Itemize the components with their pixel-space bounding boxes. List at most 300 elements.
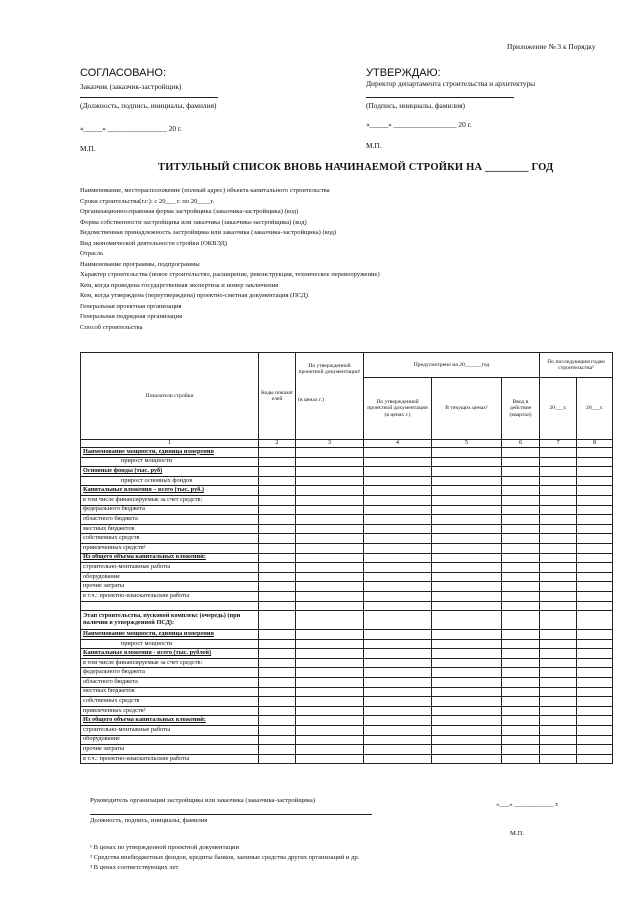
row-cell	[259, 668, 296, 678]
row-cell	[432, 716, 502, 726]
row-cell	[502, 467, 540, 477]
approve-stamp: М.П.	[366, 141, 382, 150]
row-cell	[364, 467, 432, 477]
row-label: собственных средств	[81, 697, 259, 707]
row-cell	[432, 630, 502, 640]
row-cell	[296, 649, 364, 659]
agreed-date: «_____» ________________ 20 г.	[80, 124, 182, 133]
row-cell	[432, 476, 502, 486]
info-line: Организационно-правовая форма застройщика (заказчика-застройщика) (код)	[80, 208, 299, 215]
row-cell	[364, 448, 432, 458]
row-cell	[577, 591, 613, 601]
table-row	[81, 524, 613, 534]
header-current-prices: В текущих ценах²	[432, 378, 502, 440]
row-cell	[577, 668, 613, 678]
row-cell	[364, 495, 432, 505]
row-cell	[540, 611, 577, 630]
column-number: 1	[81, 440, 259, 448]
table-row	[81, 630, 613, 640]
row-label: Капитальные вложения – всего (тыс. руб.)	[81, 486, 259, 496]
row-cell	[577, 495, 613, 505]
info-line: Характер строительства (новое строительство, расширение, реконструкция, техническое перевооружение)	[80, 271, 380, 278]
row-cell	[577, 505, 613, 515]
row-cell	[540, 467, 577, 477]
header-commissioning: Ввод в действие (квартал)	[502, 378, 540, 440]
row-cell	[540, 697, 577, 707]
row-cell	[259, 745, 296, 755]
row-cell	[540, 524, 577, 534]
row-cell	[502, 649, 540, 659]
table-row	[81, 515, 613, 525]
row-cell	[432, 582, 502, 592]
row-cell	[364, 726, 432, 736]
row-cell	[259, 639, 296, 649]
row-cell	[432, 457, 502, 467]
row-label: оборудование	[81, 572, 259, 582]
row-cell	[432, 495, 502, 505]
row-label: местных бюджетов	[81, 524, 259, 534]
row-label: областного бюджета	[81, 678, 259, 688]
row-label: местных бюджетов	[81, 687, 259, 697]
row-cell	[259, 505, 296, 515]
row-cell	[364, 505, 432, 515]
column-number: 8	[577, 440, 613, 448]
row-cell	[502, 611, 540, 630]
row-cell	[502, 457, 540, 467]
row-cell	[540, 457, 577, 467]
row-cell	[502, 706, 540, 716]
row-label: привлеченных средств²	[81, 706, 259, 716]
row-cell	[364, 716, 432, 726]
info-line: Форма собственности застройщика или заказчика (заказчика-застройщика) (код)	[80, 218, 307, 226]
row-cell	[577, 515, 613, 525]
row-cell	[259, 630, 296, 640]
row-cell	[502, 668, 540, 678]
row-cell	[432, 591, 502, 601]
row-cell	[432, 572, 502, 582]
row-cell	[259, 476, 296, 486]
row-cell	[432, 687, 502, 697]
row-cell	[259, 611, 296, 630]
info-block	[80, 186, 380, 333]
table-body	[81, 448, 613, 764]
row-cell	[540, 668, 577, 678]
row-cell	[502, 534, 540, 544]
row-cell	[432, 678, 502, 688]
table-row	[81, 687, 613, 697]
row-cell	[364, 457, 432, 467]
table-row	[81, 563, 613, 573]
row-cell	[296, 658, 364, 668]
row-cell	[259, 524, 296, 534]
row-cell	[540, 716, 577, 726]
row-cell	[432, 505, 502, 515]
table-row	[81, 639, 613, 649]
row-label: федерального бюджета	[81, 505, 259, 515]
footnote: ² Средства внебюджетных фондов, кредиты банков, заемные средства других организаций и др.	[90, 854, 360, 861]
column-number: 7	[540, 440, 577, 448]
row-cell	[259, 572, 296, 582]
header-approved-prices: (в ценах г.)	[298, 397, 324, 404]
row-cell	[432, 534, 502, 544]
row-cell	[364, 543, 432, 553]
row-cell	[502, 495, 540, 505]
row-cell	[540, 515, 577, 525]
row-cell	[502, 601, 540, 611]
row-label: прочие затраты	[81, 745, 259, 755]
row-cell	[364, 553, 432, 563]
row-cell	[296, 543, 364, 553]
row-cell	[540, 678, 577, 688]
row-cell	[502, 639, 540, 649]
row-cell	[502, 735, 540, 745]
info-line: Кем, когда проведена государственная экспертиза и номер заключения	[80, 281, 279, 289]
row-cell	[259, 543, 296, 553]
footnote: ³ В ценах соответствующих лет	[90, 864, 179, 871]
approve-role: Директор департамента строительства и архитектуры	[366, 79, 536, 88]
info-line: Наименование, месторасположение (полный адрес) объекта капитального строительства	[80, 187, 330, 194]
row-cell	[364, 591, 432, 601]
row-cell	[364, 697, 432, 707]
row-cell	[502, 678, 540, 688]
row-cell	[364, 601, 432, 611]
row-cell	[432, 697, 502, 707]
row-cell	[296, 639, 364, 649]
table-row	[81, 697, 613, 707]
row-label: Основные фонды (тыс. руб)	[81, 467, 259, 477]
row-cell	[432, 601, 502, 611]
row-cell	[432, 706, 502, 716]
row-cell	[296, 457, 364, 467]
row-cell	[432, 486, 502, 496]
row-label: Из общего объема капитальных вложений:	[81, 716, 259, 726]
row-cell	[296, 687, 364, 697]
row-cell	[432, 735, 502, 745]
row-cell	[364, 649, 432, 659]
row-cell	[502, 697, 540, 707]
row-cell	[540, 505, 577, 515]
table-row	[81, 706, 613, 716]
row-label: Капитальные вложения - всего (тыс. рублей)	[81, 649, 259, 659]
row-cell	[502, 515, 540, 525]
row-cell	[540, 591, 577, 601]
row-label	[81, 601, 259, 611]
table-row	[81, 649, 613, 659]
row-cell	[502, 716, 540, 726]
row-cell	[364, 515, 432, 525]
approve-sign-caption: (Подпись, инициалы, фамилия)	[366, 101, 465, 110]
info-line: Наименование программы, подпрограммы	[80, 260, 200, 268]
row-cell	[540, 495, 577, 505]
row-cell	[577, 476, 613, 486]
row-cell	[296, 467, 364, 477]
row-cell	[502, 658, 540, 668]
header-next-years: По последующим годам строительства³	[540, 353, 613, 378]
agreed-heading: СОГЛАСОВАНО:	[80, 67, 167, 79]
row-cell	[540, 582, 577, 592]
row-cell	[259, 601, 296, 611]
row-cell	[259, 534, 296, 544]
row-cell	[364, 687, 432, 697]
row-cell	[577, 601, 613, 611]
row-cell	[296, 515, 364, 525]
row-cell	[432, 658, 502, 668]
row-cell	[540, 706, 577, 716]
row-cell	[364, 611, 432, 630]
row-cell	[364, 706, 432, 716]
row-cell	[577, 639, 613, 649]
row-cell	[364, 563, 432, 573]
column-number: 4	[364, 440, 432, 448]
row-cell	[577, 726, 613, 736]
table-row	[81, 591, 613, 601]
row-cell	[364, 735, 432, 745]
row-cell	[259, 467, 296, 477]
table-row	[81, 486, 613, 496]
header-planned-approved: По утвержденной проектной документации (в ценах г.)	[364, 378, 432, 440]
info-line: Генеральная проектная организация	[80, 302, 182, 310]
row-cell	[577, 630, 613, 640]
row-cell	[540, 553, 577, 563]
row-label: Наименование мощности, единица измерения	[81, 448, 259, 458]
row-cell	[259, 687, 296, 697]
row-cell	[540, 687, 577, 697]
row-cell	[364, 745, 432, 755]
row-cell	[577, 486, 613, 496]
row-cell	[540, 726, 577, 736]
column-number: 2	[259, 440, 296, 448]
row-label: собственных средств	[81, 534, 259, 544]
row-cell	[364, 639, 432, 649]
row-cell	[259, 591, 296, 601]
row-cell	[259, 448, 296, 458]
row-cell	[259, 649, 296, 659]
row-cell	[540, 476, 577, 486]
approve-date: «_____» _________________ 20 г.	[366, 120, 472, 129]
row-cell	[577, 457, 613, 467]
row-cell	[540, 534, 577, 544]
footer-stamp: М.П.	[510, 830, 524, 837]
column-number: 3	[296, 440, 364, 448]
column-number: 6	[502, 440, 540, 448]
row-cell	[432, 553, 502, 563]
row-cell	[296, 745, 364, 755]
row-cell	[259, 754, 296, 764]
header-approved	[296, 353, 364, 440]
row-cell	[502, 486, 540, 496]
row-cell	[296, 754, 364, 764]
row-label: строительно-монтажные работы	[81, 563, 259, 573]
row-cell	[364, 678, 432, 688]
row-cell	[296, 476, 364, 486]
row-cell	[432, 515, 502, 525]
row-cell	[432, 524, 502, 534]
row-cell	[577, 678, 613, 688]
row-cell	[296, 611, 364, 630]
row-cell	[502, 476, 540, 486]
row-cell	[540, 754, 577, 764]
row-cell	[502, 448, 540, 458]
table-row	[81, 467, 613, 477]
approve-sign-line	[366, 97, 514, 98]
table-row	[81, 457, 613, 467]
row-cell	[577, 716, 613, 726]
agreed-sign-caption: (Должность, подпись, инициалы, фамилия)	[80, 101, 217, 110]
row-cell	[296, 735, 364, 745]
row-cell	[577, 467, 613, 477]
row-cell	[577, 611, 613, 630]
row-label: привлеченных средств²	[81, 543, 259, 553]
agreed-role: Заказчик (заказчик-застройщик)	[80, 82, 182, 91]
info-line: Ведомственная принадлежность застройщика или заказчика (заказчика-застройщика) (код)	[80, 229, 337, 236]
row-cell	[540, 572, 577, 582]
row-cell	[364, 582, 432, 592]
footer-sign-line	[90, 814, 372, 815]
row-cell	[540, 448, 577, 458]
row-cell	[432, 754, 502, 764]
row-cell	[432, 467, 502, 477]
row-label: Этап строительства, пусковой комплекс (очередь) (при наличии в утвержденной ПСД):	[81, 611, 259, 630]
row-cell	[296, 601, 364, 611]
info-line: Отрасль	[80, 250, 104, 257]
row-cell	[364, 534, 432, 544]
row-cell	[502, 505, 540, 515]
row-label: строительно-монтажные работы	[81, 726, 259, 736]
row-cell	[577, 697, 613, 707]
page-title: ТИТУЛЬНЫЙ СПИСОК ВНОВЬ НАЧИНАЕМОЙ СТРОЙКИ НА ________ ГОД	[158, 162, 554, 173]
info-line: Сроки строительства(г.г.): с 20___ г. по 20____г.	[80, 197, 215, 205]
row-cell	[296, 505, 364, 515]
table-row	[81, 553, 613, 563]
row-cell	[259, 563, 296, 573]
row-cell	[259, 716, 296, 726]
row-cell	[364, 668, 432, 678]
row-cell	[540, 735, 577, 745]
table-row	[81, 745, 613, 755]
footnotes	[90, 843, 359, 873]
table-row	[81, 754, 613, 764]
row-cell	[432, 639, 502, 649]
row-cell	[577, 563, 613, 573]
row-cell	[432, 649, 502, 659]
row-cell	[502, 630, 540, 640]
row-cell	[432, 563, 502, 573]
row-cell	[364, 754, 432, 764]
header-approved-label: По утвержденной проектной документации¹	[298, 363, 361, 376]
table-row	[81, 572, 613, 582]
row-cell	[502, 591, 540, 601]
table-row	[81, 658, 613, 668]
header-year-a: 20___г.	[540, 378, 577, 440]
row-cell	[296, 726, 364, 736]
row-cell	[364, 658, 432, 668]
table-row	[81, 726, 613, 736]
row-cell	[296, 668, 364, 678]
row-cell	[577, 553, 613, 563]
table-row	[81, 448, 613, 458]
row-cell	[259, 486, 296, 496]
row-label: федерального бюджета	[81, 668, 259, 678]
row-cell	[577, 582, 613, 592]
row-label: прирост основных фондов	[81, 476, 259, 486]
table-row	[81, 716, 613, 726]
row-cell	[259, 582, 296, 592]
row-cell	[364, 524, 432, 534]
row-cell	[296, 553, 364, 563]
row-label: Наименование мощности, единица измерения	[81, 630, 259, 640]
row-cell	[296, 678, 364, 688]
footnote: ¹ В ценах по утвержденной проектной документации	[90, 844, 240, 851]
row-cell	[502, 524, 540, 534]
row-cell	[296, 697, 364, 707]
row-cell	[502, 572, 540, 582]
table-row	[81, 735, 613, 745]
row-cell	[296, 563, 364, 573]
row-cell	[259, 735, 296, 745]
row-cell	[577, 572, 613, 582]
table-row	[81, 505, 613, 515]
approve-heading: УТВЕРЖДАЮ:	[366, 67, 441, 79]
info-line: Способ строительства	[80, 323, 143, 331]
row-cell	[259, 726, 296, 736]
row-label: областного бюджета	[81, 515, 259, 525]
row-cell	[259, 515, 296, 525]
row-cell	[540, 563, 577, 573]
row-label: прочие затраты	[81, 582, 259, 592]
row-cell	[296, 572, 364, 582]
row-cell	[296, 716, 364, 726]
row-cell	[577, 649, 613, 659]
row-cell	[502, 687, 540, 697]
row-cell	[577, 524, 613, 534]
row-label: в том числе финансируемые за счет средств:	[81, 658, 259, 668]
table-row	[81, 668, 613, 678]
row-cell	[540, 649, 577, 659]
info-line: Генеральная подрядная организация	[80, 313, 183, 320]
header-planned: Предусмотрено на 20______год	[364, 353, 540, 378]
row-cell	[432, 611, 502, 630]
row-label: в том числе финансируемые за счет средств:	[81, 495, 259, 505]
row-label: прирост мощности	[81, 639, 259, 649]
row-cell	[364, 572, 432, 582]
row-cell	[432, 543, 502, 553]
title-list-table	[80, 352, 613, 764]
row-cell	[259, 495, 296, 505]
row-cell	[540, 639, 577, 649]
table-row	[81, 678, 613, 688]
row-cell	[577, 745, 613, 755]
appendix-label: Приложение № 3 к Порядку	[507, 42, 596, 51]
row-cell	[540, 658, 577, 668]
row-cell	[364, 630, 432, 640]
row-cell	[577, 754, 613, 764]
table-row	[81, 476, 613, 486]
header-indicators: Показатели стройки	[81, 353, 259, 440]
row-cell	[259, 457, 296, 467]
agreed-sign-line	[80, 97, 218, 98]
footer-head: Руководитель организации застройщика или заказчика (заказчика-застройщика)	[90, 797, 316, 804]
row-cell	[296, 448, 364, 458]
row-cell	[296, 591, 364, 601]
row-cell	[296, 486, 364, 496]
table-row	[81, 601, 613, 611]
row-cell	[432, 745, 502, 755]
info-line: Вид экономической деятельности стройки (ОКВЭД)	[80, 239, 228, 247]
row-cell	[296, 524, 364, 534]
table-row	[81, 611, 613, 630]
row-cell	[502, 543, 540, 553]
row-cell	[296, 630, 364, 640]
